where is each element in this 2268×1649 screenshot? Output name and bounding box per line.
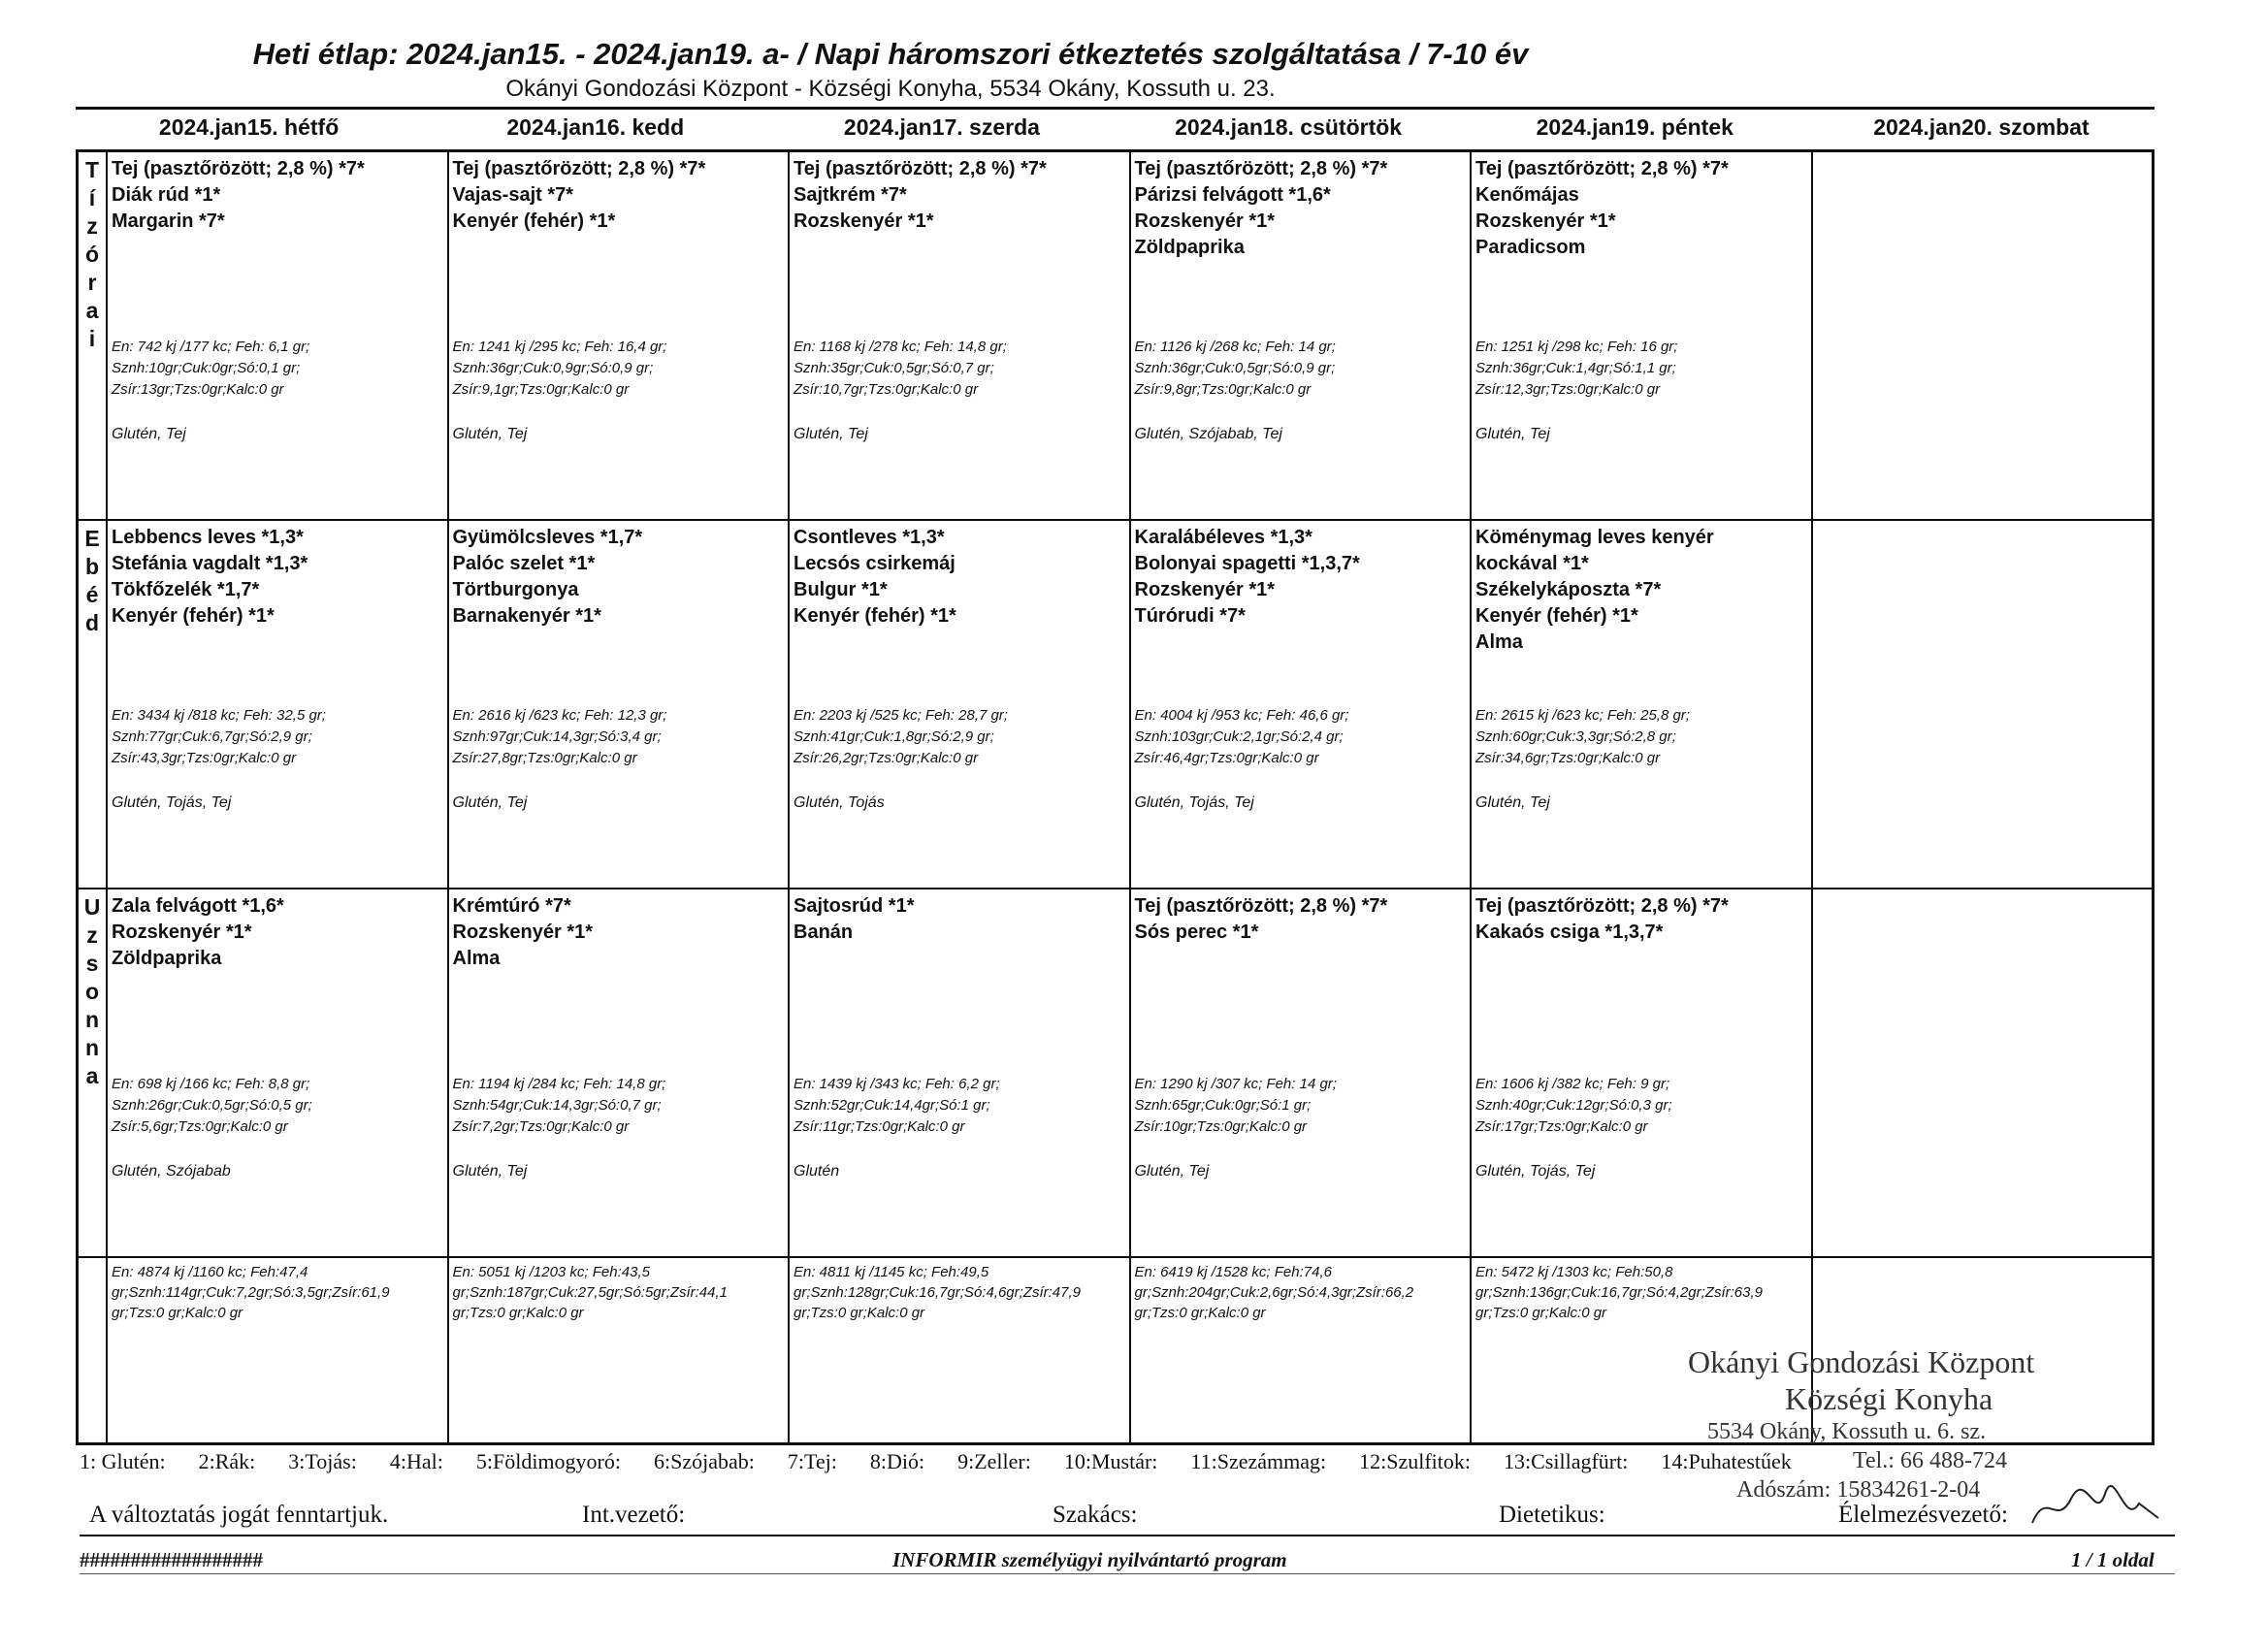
legend-item: 13:Csillagfürt: <box>1504 1449 1629 1473</box>
menu-item: Sajtkrém *7* <box>794 184 907 206</box>
nutrition-info <box>453 705 667 769</box>
nutrition-line: En: 1290 kj /307 kc; Feh: 14 gr; <box>1134 1076 1337 1092</box>
menu-cell <box>108 152 447 521</box>
legend-item: 3:Tojás: <box>288 1449 357 1473</box>
page-subtitle: Okányi Gondozási Központ - Községi Konyha, 5534 Okány, Kossuth u. 23. <box>505 76 1276 102</box>
menu-item: Bolonyai spagetti *1,3,7* <box>1134 553 1360 574</box>
nutrition-line: Sznh:36gr;Cuk:0,5gr;Só:0,9 gr; <box>1134 360 1336 376</box>
nutrition-line: Zsír:10gr;Tzs:0gr;Kalc:0 gr <box>1134 1118 1308 1135</box>
disclaimer: A változtatás jogát fenntartjuk. <box>89 1502 389 1528</box>
meal-label-2 <box>79 889 106 1258</box>
legend-item: 1: Glutén: <box>80 1449 166 1473</box>
nutrition-line: Zsír:7,2gr;Tzs:0gr;Kalc:0 gr <box>452 1118 630 1135</box>
menu-cell <box>449 889 789 1258</box>
nutrition-info <box>453 1074 666 1138</box>
nutrition-info <box>1135 1074 1337 1138</box>
menu-cell <box>790 152 1129 521</box>
daily-total-cell <box>449 1258 789 1442</box>
nutrition-line: Zsír:5,6gr;Tzs:0gr;Kalc:0 gr <box>112 1118 288 1135</box>
menu-items <box>112 156 443 235</box>
legend-item: 5:Földimogyoró: <box>475 1449 621 1473</box>
nutrition-info <box>453 337 667 401</box>
allergen-info: Glutén, Tojás, Tej <box>112 794 232 811</box>
day-header-3: 2024.jan18. csütörtök <box>1175 114 1403 140</box>
menu-item: Alma <box>1475 631 1523 653</box>
nutrition-info <box>112 1074 312 1138</box>
day-header-1: 2024.jan16. kedd <box>506 114 685 140</box>
nutrition-line: Zsír:12,3gr;Tzs:0gr;Kalc:0 gr <box>1475 381 1661 398</box>
menu-item: Rozskenyér *1* <box>452 922 594 943</box>
nutrition-line: Sznh:52gr;Cuk:14,4gr;Só:1 gr; <box>794 1097 990 1114</box>
menu-items <box>794 525 1125 630</box>
allergen-info: Glutén <box>794 1163 840 1180</box>
menu-item: Paradicsom <box>1475 237 1586 258</box>
menu-item: Palóc szelet *1* <box>452 553 596 574</box>
legend-item: 11:Szezámmag: <box>1190 1449 1327 1473</box>
day-column-2 <box>790 152 1131 1442</box>
menu-item: Zöldpaprika <box>112 948 222 969</box>
menu-cell <box>108 521 447 889</box>
menu-item: Margarin *7* <box>112 210 225 232</box>
nutrition-line: Zsír:43,3gr;Tzs:0gr;Kalc:0 gr <box>112 750 297 766</box>
allergen-info: Glutén, Tojás, Tej <box>1134 794 1254 811</box>
menu-item: Túrórudi *7* <box>1134 605 1246 627</box>
menu-items <box>794 893 1125 946</box>
daily-total-nutrition: En: 5472 kj /1303 kc; Feh:50,8 gr;Sznh:136gr;Cuk:16,7gr;Só:4,2gr;Zsír:63,9 gr;Tzs:0 gr;Kalc:0 gr <box>1475 1264 1763 1321</box>
menu-item: Kakaós csiga *1,3,7* <box>1475 922 1664 943</box>
menu-items <box>453 893 785 972</box>
menu-items <box>1135 893 1467 946</box>
menu-item: Banán <box>794 922 854 943</box>
dietetikus-label: Dietetikus: <box>1499 1502 1605 1528</box>
nutrition-line: En: 1439 kj /343 kc; Feh: 6,2 gr; <box>794 1076 1000 1092</box>
menu-item: Lecsós csirkemáj <box>794 553 956 574</box>
menu-item: Lebbencs leves *1,3* <box>112 527 304 548</box>
menu-item: Alma <box>452 948 501 969</box>
menu-item: Zala felvágott *1,6* <box>112 895 284 917</box>
nutrition-line: En: 1168 kj /278 kc; Feh: 14,8 gr; <box>794 339 1007 355</box>
meal-label-letter: d <box>84 610 100 635</box>
elelmezes-label: Élelmezésvezető: <box>1838 1502 2008 1528</box>
menu-item: Párizsi felvágott *1,6* <box>1134 184 1331 206</box>
footer-rule <box>80 1573 2175 1574</box>
menu-item: Tej (pasztőrözött; 2,8 %) *7* <box>1475 158 1729 179</box>
menu-cell <box>790 889 1129 1258</box>
menu-item: Karalábéleves *1,3* <box>1134 527 1312 548</box>
nutrition-line: Zsír:10,7gr;Tzs:0gr;Kalc:0 gr <box>794 381 979 398</box>
menu-item: Kenyér (fehér) *1* <box>1475 605 1638 627</box>
nutrition-info <box>1475 337 1677 401</box>
allergen-info: Glutén, Tej <box>794 426 868 442</box>
menu-cell <box>1472 521 1811 889</box>
stamp-line-1: Okányi Gondozási Központ <box>1688 1344 2035 1379</box>
menu-items <box>453 525 785 630</box>
nutrition-line: Sznh:60gr;Cuk:3,3gr;Só:2,8 gr; <box>1475 728 1676 745</box>
allergen-info: Glutén, Tej <box>1134 1163 1210 1180</box>
menu-grid <box>76 149 2155 1445</box>
menu-item: kockával *1* <box>1475 553 1589 574</box>
meal-label-letter: é <box>85 582 99 607</box>
meal-label-letter: s <box>85 951 99 976</box>
meal-label-letter: a <box>85 1063 99 1088</box>
menu-item: Köménymag leves kenyér <box>1475 527 1714 548</box>
day-column-0 <box>108 152 449 1442</box>
nutrition-line: Sznh:54gr;Cuk:14,3gr;Só:0,7 gr; <box>452 1097 662 1114</box>
legend-item: 7:Tej: <box>787 1449 837 1473</box>
nutrition-line: Sznh:36gr;Cuk:1,4gr;Só:1,1 gr; <box>1475 360 1676 376</box>
menu-item: Vajas-sajt *7* <box>452 184 574 206</box>
day-header-4: 2024.jan19. péntek <box>1536 114 1733 140</box>
footer-center: INFORMIR személyügyi nyilvántartó program <box>892 1548 1287 1571</box>
nutrition-line: En: 4004 kj /953 kc; Feh: 46,6 gr; <box>1134 707 1349 724</box>
nutrition-line: En: 742 kj /177 kc; Feh: 6,1 gr; <box>112 339 310 355</box>
menu-item: Bulgur *1* <box>794 579 888 600</box>
nutrition-line: En: 1606 kj /382 kc; Feh: 9 gr; <box>1475 1076 1670 1092</box>
int-vezeto-label: Int.vezető: <box>582 1502 686 1528</box>
nutrition-info <box>112 337 309 401</box>
nutrition-line: En: 2203 kj /525 kc; Feh: 28,7 gr; <box>794 707 1008 724</box>
daily-total-nutrition: En: 5051 kj /1203 kc; Feh:43,5 gr;Sznh:187gr;Cuk:27,5gr;Só:5gr;Zsír:44,1 gr;Tzs:0 gr;Kalc:0 gr <box>452 1264 728 1321</box>
nutrition-info <box>1475 1074 1672 1138</box>
nutrition-line: En: 1251 kj /298 kc; Feh: 16 gr; <box>1475 339 1678 355</box>
nutrition-line: Sznh:36gr;Cuk:0,9gr;Só:0,9 gr; <box>452 360 654 376</box>
menu-item: Rozskenyér *1* <box>794 210 934 232</box>
nutrition-line: Sznh:65gr;Cuk:0gr;Só:1 gr; <box>1134 1097 1312 1114</box>
menu-items <box>1135 156 1467 261</box>
meal-label-1 <box>79 521 106 889</box>
allergen-info: Glutén, Tej <box>452 1163 528 1180</box>
meal-label-letter: b <box>84 554 100 579</box>
menu-items <box>112 525 443 630</box>
menu-cell <box>1131 889 1471 1258</box>
nutrition-info <box>1135 337 1336 401</box>
menu-cell <box>790 521 1129 889</box>
meal-label-letter: T <box>84 157 100 182</box>
nutrition-line: Sznh:77gr;Cuk:6,7gr;Só:2,9 gr; <box>112 728 312 745</box>
day-header-row <box>76 109 2155 146</box>
nutrition-line: En: 1241 kj /295 kc; Feh: 16,4 gr; <box>452 339 667 355</box>
nutrition-info <box>1135 705 1349 769</box>
menu-item: Csontleves *1,3* <box>794 527 945 548</box>
daily-total-nutrition: En: 4874 kj /1160 kc; Feh:47,4 gr;Sznh:114gr;Cuk:7,2gr;Só:3,5gr;Zsír:61,9 gr;Tzs:0 gr;Kalc:0 gr <box>112 1264 390 1321</box>
legend-item: 6:Szójabab: <box>653 1449 755 1473</box>
daily-total-cell <box>790 1258 1129 1442</box>
menu-item: Kenyér (fehér) *1* <box>452 210 616 232</box>
menu-items <box>1475 156 1807 261</box>
menu-cell <box>1131 152 1471 521</box>
nutrition-info <box>112 705 326 769</box>
menu-item: Kenyér (fehér) *1* <box>112 605 275 627</box>
menu-cell <box>108 889 447 1258</box>
menu-item: Tej (pasztőrözött; 2,8 %) *7* <box>1134 895 1388 917</box>
nutrition-line: Zsír:26,2gr;Tzs:0gr;Kalc:0 gr <box>794 750 979 766</box>
meal-label-letter: E <box>84 526 100 551</box>
allergen-info: Glutén, Szójabab <box>112 1163 231 1180</box>
menu-item: Stefánia vagdalt *1,3* <box>112 553 308 574</box>
nutrition-line: Sznh:35gr;Cuk:0,5gr;Só:0,7 gr; <box>794 360 994 376</box>
menu-item: Diák rúd *1* <box>112 184 221 206</box>
menu-cell <box>1813 152 2153 521</box>
menu-cell <box>1472 152 1811 521</box>
nutrition-line: Zsír:27,8gr;Tzs:0gr;Kalc:0 gr <box>452 750 637 766</box>
meal-label-letter: a <box>85 298 99 323</box>
meal-label-letter: ó <box>84 242 100 267</box>
nutrition-line: Zsír:9,8gr;Tzs:0gr;Kalc:0 gr <box>1134 381 1312 398</box>
menu-item: Kenyér (fehér) *1* <box>794 605 956 627</box>
nutrition-line: Zsír:9,1gr;Tzs:0gr;Kalc:0 gr <box>452 381 630 398</box>
legend-item: 2:Rák: <box>198 1449 256 1473</box>
meal-label-letter: í <box>88 185 96 210</box>
nutrition-line: En: 1194 kj /284 kc; Feh: 14,8 gr; <box>452 1076 666 1092</box>
menu-cell <box>449 152 789 521</box>
allergen-info: Glutén, Tej <box>452 794 528 811</box>
menu-cell <box>449 521 789 889</box>
nutrition-line: En: 2616 kj /623 kc; Feh: 12,3 gr; <box>452 707 667 724</box>
daily-total-cell <box>1131 1258 1471 1442</box>
menu-items <box>1475 893 1807 946</box>
legend-item: 12:Szulfitok: <box>1359 1449 1472 1473</box>
menu-item: Tökfőzelék *1,7* <box>112 579 260 600</box>
menu-items <box>1475 525 1807 656</box>
menu-item: Barnakenyér *1* <box>452 605 601 627</box>
menu-item: Krémtúró *7* <box>452 895 571 917</box>
legend-item: 4:Hal: <box>389 1449 443 1473</box>
nutrition-line: En: 1126 kj /268 kc; Feh: 14 gr; <box>1134 339 1336 355</box>
menu-item: Rozskenyér *1* <box>1475 210 1616 232</box>
day-column-5 <box>1813 152 2153 1442</box>
total-label-cell <box>79 1258 106 1442</box>
nutrition-info <box>794 337 1007 401</box>
day-column-1 <box>449 152 791 1442</box>
nutrition-line: Sznh:40gr;Cuk:12gr;Só:0,3 gr; <box>1475 1097 1672 1114</box>
nutrition-line: En: 698 kj /166 kc; Feh: 8,8 gr; <box>112 1076 310 1092</box>
nutrition-line: Zsír:34,6gr;Tzs:0gr;Kalc:0 gr <box>1475 750 1661 766</box>
meal-label-letter: z <box>86 922 98 948</box>
day-header-5: 2024.jan20. szombat <box>1873 114 2090 140</box>
menu-item: Rozskenyér *1* <box>1134 210 1276 232</box>
menu-item: Sós perec *1* <box>1134 922 1259 943</box>
day-column-4 <box>1472 152 1813 1442</box>
allergen-info: Glutén, Tej <box>1475 426 1550 442</box>
page-title: Heti étlap: 2024.jan15. - 2024.jan19. a- / Napi háromszori étkeztetés szolgáltatása / 7-10 év <box>252 37 1529 71</box>
allergen-info: Glutén, Szójabab, Tej <box>1134 426 1282 442</box>
stamp-line-4: Tel.: 66 488-724 <box>1853 1448 2007 1473</box>
menu-item: Sajtosrúd *1* <box>794 895 915 917</box>
menu-item: Tej (pasztőrözött; 2,8 %) *7* <box>452 158 706 179</box>
meal-label-letter: z <box>86 213 98 239</box>
menu-item: Rozskenyér *1* <box>112 922 252 943</box>
menu-item: Gyümölcsleves *1,7* <box>452 527 643 548</box>
allergen-info: Glutén, Tojás <box>794 794 885 811</box>
daily-total-cell <box>108 1258 447 1442</box>
menu-item: Zöldpaprika <box>1134 237 1245 258</box>
nutrition-info <box>1475 705 1690 769</box>
daily-total-nutrition: En: 4811 kj /1145 kc; Feh:49,5 gr;Sznh:128gr;Cuk:16,7gr;Só:4,6gr;Zsír:47,9 gr;Tzs:0 gr;Kalc:0 gr <box>794 1264 1081 1321</box>
nutrition-line: Sznh:103gr;Cuk:2,1gr;Só:2,4 gr; <box>1134 728 1344 745</box>
allergen-info: Glutén, Tej <box>1475 794 1550 811</box>
legend-item: 14:Puhatestűek <box>1661 1449 1792 1473</box>
nutrition-line: Zsír:17gr;Tzs:0gr;Kalc:0 gr <box>1475 1118 1648 1135</box>
menu-cell <box>1813 889 2153 1258</box>
day-column-3 <box>1131 152 1473 1442</box>
menu-items <box>453 156 785 235</box>
menu-cell <box>1131 521 1471 889</box>
menu-cell <box>1472 889 1811 1258</box>
legend-item: 10:Mustár: <box>1063 1449 1158 1473</box>
nutrition-line: Zsír:13gr;Tzs:0gr;Kalc:0 gr <box>112 381 284 398</box>
menu-item: Székelykáposzta *7* <box>1475 579 1662 600</box>
meal-label-letter: n <box>84 1035 100 1060</box>
menu-item: Tej (pasztőrözött; 2,8 %) *7* <box>794 158 1047 179</box>
nutrition-line: En: 2615 kj /623 kc; Feh: 25,8 gr; <box>1475 707 1690 724</box>
nutrition-line: Sznh:26gr;Cuk:0,5gr;Só:0,5 gr; <box>112 1097 312 1114</box>
menu-items <box>794 156 1125 235</box>
nutrition-line: Zsír:11gr;Tzs:0gr;Kalc:0 gr <box>794 1118 965 1135</box>
szakacs-label: Szakács: <box>1053 1502 1138 1528</box>
menu-items <box>112 893 443 972</box>
nutrition-line: Sznh:10gr;Cuk:0gr;Só:0,1 gr; <box>112 360 301 376</box>
menu-items <box>1135 525 1467 630</box>
nutrition-line: Zsír:46,4gr;Tzs:0gr;Kalc:0 gr <box>1134 750 1319 766</box>
daily-total-nutrition: En: 6419 kj /1528 kc; Feh:74,6 gr;Sznh:204gr;Cuk:2,6gr;Só:4,3gr;Zsír:66,2 gr;Tzs:0 gr;Kalc:0 gr <box>1134 1264 1414 1321</box>
footer-left: ################## <box>80 1548 263 1571</box>
menu-item: Tej (pasztőrözött; 2,8 %) *7* <box>1475 895 1729 917</box>
allergen-info: Glutén, Tej <box>452 426 528 442</box>
signature-scribble-icon <box>2027 1479 2173 1537</box>
stamp-line-3: 5534 Okány, Kossuth u. 6. sz. <box>1707 1419 1987 1444</box>
menu-item: Kenőmájas <box>1475 184 1579 206</box>
legend-item: 9:Zeller: <box>957 1449 1031 1473</box>
meal-label-column <box>79 152 108 1442</box>
menu-item: Törtburgonya <box>452 579 579 600</box>
stamp-line-5: Adószám: 15834261-2-04 <box>1736 1477 1981 1503</box>
legend-item: 8:Dió: <box>869 1449 925 1473</box>
menu-item: Rozskenyér *1* <box>1134 579 1276 600</box>
meal-label-letter: r <box>87 270 97 295</box>
nutrition-line: En: 3434 kj /818 kc; Feh: 32,5 gr; <box>112 707 326 724</box>
meal-label-letter: U <box>83 894 101 920</box>
meal-label-letter: n <box>84 1007 100 1032</box>
day-header-2: 2024.jan17. szerda <box>843 114 1040 140</box>
menu-cell <box>1813 521 2153 889</box>
meal-label-0 <box>79 152 106 521</box>
stamp-line-2: Községi Konyha <box>1785 1381 1993 1416</box>
nutrition-line: Sznh:41gr;Cuk:1,8gr;Só:2,9 gr; <box>794 728 994 745</box>
nutrition-line: Sznh:97gr;Cuk:14,3gr;Só:3,4 gr; <box>452 728 662 745</box>
meal-label-letter: o <box>84 979 100 1004</box>
signature-rule <box>80 1535 2175 1536</box>
menu-item: Tej (pasztőrözött; 2,8 %) *7* <box>1134 158 1388 179</box>
nutrition-info <box>794 1074 1000 1138</box>
allergen-info: Glutén, Tojás, Tej <box>1475 1163 1596 1180</box>
allergen-info: Glutén, Tej <box>112 426 186 442</box>
meal-label-letter: i <box>88 326 96 351</box>
footer-right: 1 / 1 oldal <box>2071 1548 2155 1571</box>
menu-item: Tej (pasztőrözött; 2,8 %) *7* <box>112 158 365 179</box>
day-header-0: 2024.jan15. hétfő <box>158 114 340 140</box>
nutrition-info <box>794 705 1008 769</box>
